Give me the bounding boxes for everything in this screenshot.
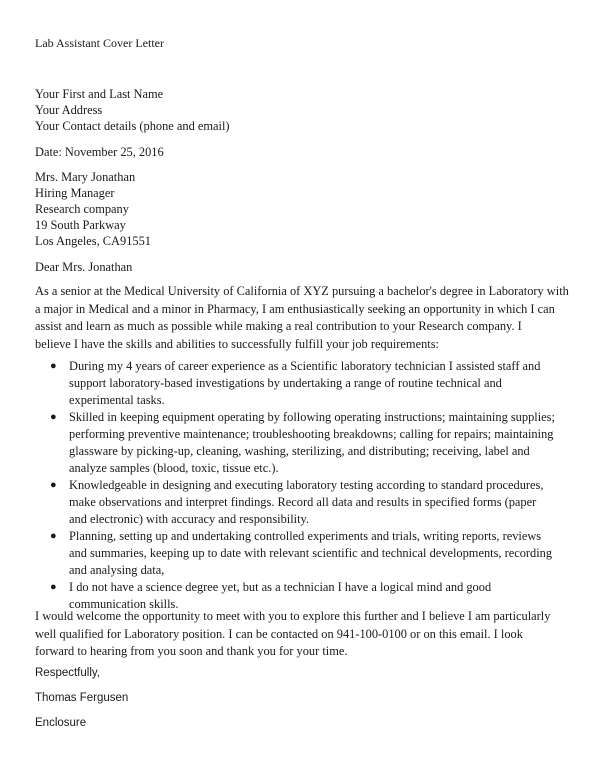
sender-address: Your Address — [35, 103, 103, 117]
bullet-icon: ● — [50, 581, 57, 593]
list-item-line: Skilled in keeping equipment operating by following operating instructions; maintaining supplies; — [69, 410, 555, 424]
bullet-icon: ● — [50, 411, 57, 423]
list-item-line: communication skills. — [69, 597, 179, 611]
list-item-line: During my 4 years of career experience as a Scientific laboratory technician I assisted staff and — [69, 359, 541, 373]
list-item-line: support laboratory-based investigations by undertaking a range of routine technical and — [69, 376, 502, 390]
list-item-line: and analysing data, — [69, 563, 165, 577]
recipient-city: Los Angeles, CA91551 — [35, 234, 151, 248]
list-item-line: glassware by picking-up, cleaning, washing, sterilizing, and distributing; receiving, label and — [69, 444, 530, 458]
recipient-role: Hiring Manager — [35, 186, 115, 200]
recipient-company: Research company — [35, 202, 129, 216]
qualifications-list — [50, 358, 590, 613]
list-item — [50, 358, 590, 409]
letter-date: Date: November 25, 2016 — [35, 145, 164, 159]
intro-line: a major in Medical and a minor in Pharmacy, I am enthusiastically seeking an opportunity in which I can — [35, 301, 555, 316]
valediction: Respectfully, — [35, 667, 100, 679]
list-item-line: make observations and interpret findings. Record all data and results in specified forms (paper — [69, 495, 537, 509]
enclosure-note: Enclosure — [35, 717, 87, 729]
intro-line: assist and learn as much as possible while making a real contribution to your Research company. I — [35, 319, 522, 333]
list-item-line: and summaries, keeping up to date with relevant scientific and technical developments, recording — [69, 546, 553, 560]
list-item — [50, 528, 590, 579]
signature-name: Thomas Fergusen — [35, 692, 129, 704]
list-item — [50, 409, 590, 477]
bullet-icon: ● — [50, 530, 57, 542]
intro-line: As a senior at the Medical University of California of XYZ pursuing a bachelor's degree in Laboratory with — [35, 284, 569, 298]
list-item — [50, 477, 590, 528]
intro-line: believe I have the skills and abilities to successfully fulfill your job requirements: — [35, 336, 439, 351]
sender-name: Your First and Last Name — [35, 87, 164, 101]
bullet-icon: ● — [50, 360, 57, 372]
list-item-line: I do not have a science degree yet, but as a technician I have a logical mind and good — [69, 580, 492, 594]
document-title: Lab Assistant Cover Letter — [35, 36, 164, 50]
intro-paragraph — [35, 283, 569, 353]
closing-line: forward to hearing from you soon and thank you for your time. — [35, 644, 348, 658]
list-item-line: experimental tasks. — [69, 393, 165, 407]
salutation: Dear Mrs. Jonathan — [35, 260, 133, 274]
list-item-line: performing preventive maintenance; troubleshooting breakdowns; calling for repairs; maintaining — [69, 427, 554, 441]
sender-contact: Your Contact details (phone and email) — [35, 119, 230, 133]
list-item-line: analyze samples (blood, toxic, tissue etc.). — [69, 461, 279, 475]
closing-line: well qualified for Laboratory position. I can be contacted on 941-100-0100 or on this email. I look — [35, 626, 523, 641]
bullet-icon: ● — [50, 479, 57, 491]
recipient-name: Mrs. Mary Jonathan — [35, 170, 136, 184]
list-item-line: Knowledgeable in designing and executing laboratory testing according to standard procedures, — [69, 478, 544, 492]
closing-paragraph — [35, 608, 550, 661]
closing-line: I would welcome the opportunity to meet with you to explore this further and I believe I am particularly — [35, 609, 551, 623]
list-item-line: Planning, setting up and undertaking controlled experiments and trials, writing reports, reviews — [69, 529, 542, 543]
recipient-street: 19 South Parkway — [35, 218, 126, 232]
list-item-line: and electronic) with accuracy and responsibility. — [69, 512, 310, 526]
